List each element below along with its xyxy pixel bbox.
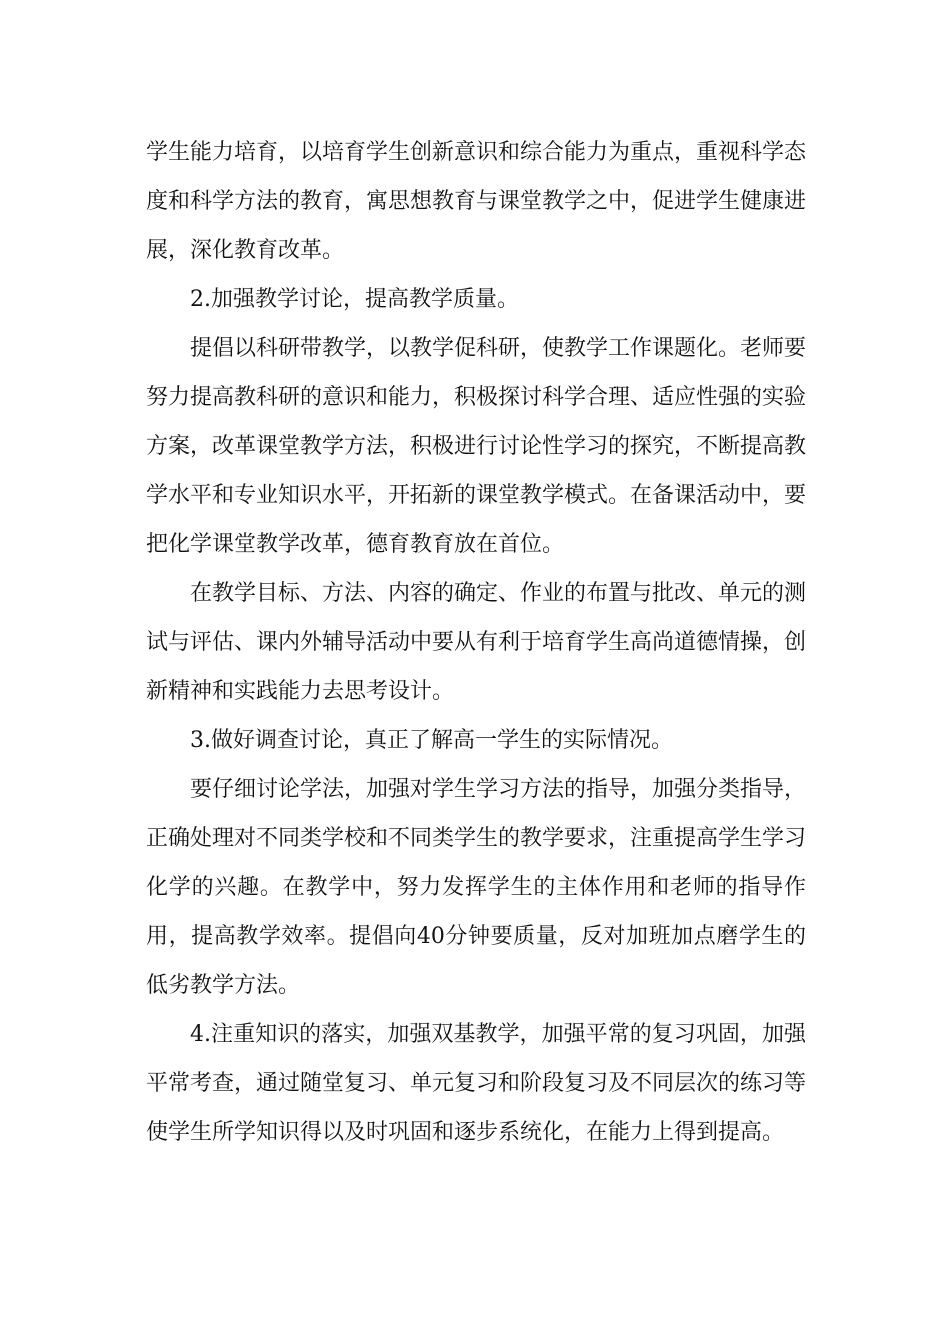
- heading-item-2: 2.加强教学讨论，提高教学质量。: [190, 287, 519, 312]
- heading-item-3: 3.做好调查讨论，真正了解高一学生的实际情况。: [190, 728, 673, 753]
- paragraph-teaching-goals: 在教学目标、方法、内容的确定、作业的布置与批改、单元的测试与评估、课内外辅导活动中要从有利于培育学生高尚道德情操，创新精神和实践能力去思考设计。: [146, 581, 807, 704]
- document-body: [146, 128, 806, 1157]
- heading-item-4: 4.注重知识的落实，加强双基教学，加强平常的复习巩固，加强平常考查，通过随堂复习、单元复习和阶段复习及不同层次的练习等使学生所学知识得以及时巩固和逐步系统化，在能力上得到提高。: [146, 1022, 807, 1145]
- paragraph-study-methods: 要仔细讨论学法，加强对学生学习方法的指导，加强分类指导，正确处理对不同类学校和不同类学生的教学要求，注重提高学生学习化学的兴趣。在教学中，努力发挥学生的主体作用和老师的指导作用，提高教学效率。提倡向40分钟要质量，反对加班加点磨学生的低劣教学方法。: [146, 777, 807, 998]
- paragraph-intro-continuation: 学生能力培育，以培育学生创新意识和综合能力为重点，重视科学态度和科学方法的教育，寓思想教育与课堂教学之中，促进学生健康进展，深化教育改革。: [146, 140, 807, 263]
- paragraph-research-teaching: 提倡以科研带教学，以教学促科研，使教学工作课题化。老师要努力提高教科研的意识和能力，积极探讨科学合理、适应性强的实验方案，改革课堂教学方法，积极进行讨论性学习的探究，不断提高教学水平和专业知识水平，开拓新的课堂教学模式。在备课活动中，要把化学课堂教学改革，德育教育放在首位。: [146, 336, 807, 557]
